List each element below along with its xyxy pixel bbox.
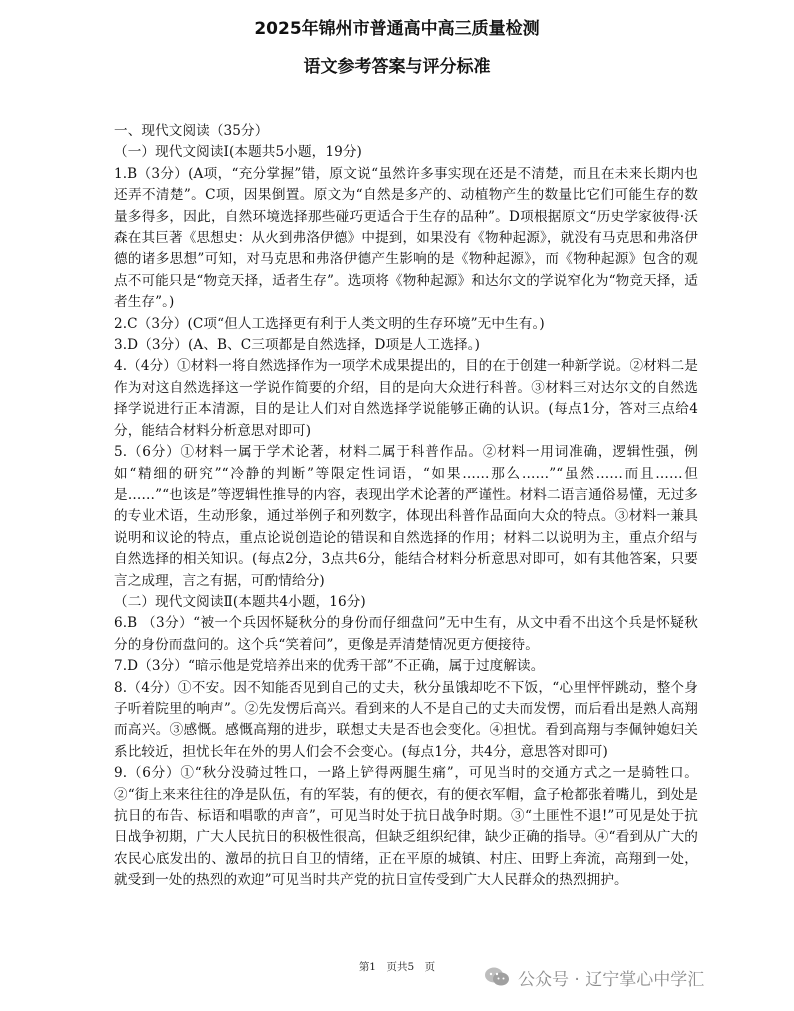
answer-q2: 2.C（3分）(C项“但人工选择更有利于人类文明的生存环境”无中生有。) (114, 315, 545, 332)
answer-q3: 3.D（3分）(A、B、C三项都是自然选择，D项是人工选择。) (114, 337, 480, 354)
answer-q4: 4.（4分）①材料一将自然选择作为一项学术成果提出的，目的在于创建一种新学说。②材料二是作为对这自然选择这一学说作简要的介绍，目的是向大众进行科普。③材料三对达尔文的自然选择学说进行正本清源，目的是让人们对自然选择学说能够正确的认识。(每点1分，答对三点给4分，能结合材料分析意思对即可) (114, 358, 698, 439)
subsection-heading: （二）现代文阅读Ⅱ(本题共4小题，16分) (114, 593, 366, 610)
section-heading: 一、现代文阅读（35分） (114, 123, 269, 139)
page-title: 2025年锦州市普通高中高三质量检测 (254, 19, 540, 39)
subsection-heading: （一）现代文阅读Ⅰ(本题共5小题，19分) (114, 144, 362, 161)
page-subtitle: 语文参考答案与评分标准 (303, 57, 491, 77)
watermark (484, 963, 704, 991)
answer-q1: 1.B（3分）(A项，“充分掌握”错，原文说“虽然许多事实现在还是不清楚，而且在未来长期内也还弄不清楚”。C项，因果倒置。原文为“自然是多产的、动植物产生的数量比它们可能生存的数量多得多，因此，自然环境选择那些碰巧更适合于生存的品种”。D项根据原文“历史学家彼得·沃森在其巨著《思想史：从火到弗洛伊德》中提到，如果没有《物种起源》，就没有马克思和弗洛伊德的诸多思想”可知，对马克思和弗洛伊德产生影响的是《物种起源》，而《物种起源》包含的观点不可能只是“物竞天择，适者生存”。选项将《物种起源》和达尔文的学说窄化为“物竞天择，适者生存”。) (114, 165, 698, 311)
watermark-text: 公众号 · 辽宁掌心中学汇 (518, 969, 705, 990)
answer-q7: 7.D（3分）“暗示他是党培养出来的优秀干部”不正确，属于过度解读。 (114, 658, 545, 675)
wechat-icon (484, 966, 510, 988)
answer-q5: 5.（6分）①材料一属于学术论著，材料二属于科普作品。②材料一用词准确，逻辑性强，例如“精细的研究”“冷静的判断”等限定性词语，“如果……那么……”“虽然……而且……但是……”“也该是”等逻辑性推导的内容，表现出学术论著的严谨性。材料二语言通俗易懂，无过多的专业术语，生动形象，通过举例子和列数字，体现出科普作品面向大众的特点。③材料一兼具说明和议论的特点，重点论说创造论的错误和自然选择的作用；材料二以说明为主，重点介绍与自然选择的相关知识。(每点2分，3点共6分，能结合材料分析意思对即可，如有其他答案，只要言之成理，言之有据，可酌情给分) (114, 444, 698, 589)
answer-q9: 9.（6分）①“秋分没骑过牲口，一路上铲得两腿生痛”，可见当时的交通方式之一是骑牲口。②“街上来来往往的净是队伍，有的军装，有的便衣，有的便衣军帽，盒子枪都张着嘴儿，到处是抗日的布告、标语和唱歌的声音”，可见当时处于抗日战争时期。③“土匪性不退!”可见是处于抗日战争初期，广大人民抗日的积极性很高，但缺乏组织纪律，缺少正确的指导。④“看到从广大的农民心底发出的、激昂的抗日自卫的情绪，正在平原的城镇、村庄、田野上奔流，高翔到一处，就受到一处的热烈的欢迎”可见当时共产党的抗日宣传受到广大人民群众的热烈拥护。 (114, 765, 698, 889)
answer-content (114, 121, 698, 892)
answer-q6: 6.B （3分）“被一个兵因怀疑秋分的身份而仔细盘问”无中生有，从文中看不出这个兵是怀疑秋分的身份而盘问的。这个兵“笑着问”，更像是弄清楚情况更方便接待。 (114, 615, 698, 653)
page-number: 第1 页共5 页 (358, 961, 436, 973)
answer-q8: 8.（4分）①不安。因不知能否见到自己的丈夫，秋分虽饿却吃不下饭，“心里怦怦跳动，整个身子听着院里的响声”。②先发愣后高兴。看到来的人不是自己的丈夫而发愣，而后看出是熟人高翔而高兴。③感慨。感慨高翔的进步，联想丈夫是否也会变化。④担忧。看到高翔与李佩钟媳妇关系比较近，担忧长年在外的男人们会不会变心。(每点1分，共4分，意思答对即可) (114, 679, 698, 760)
